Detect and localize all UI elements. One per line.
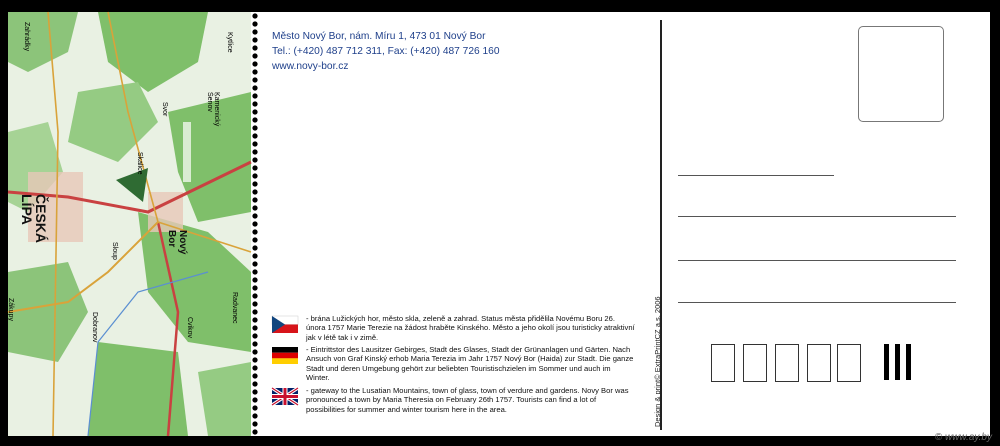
postcode-bar <box>895 344 900 380</box>
description-text: - Eintrittstor des Lausitzer Gebirges, Stadt des Glases, Stadt der Grünanlagen und Gärten. Nach Ansuch von Graf Kinský erhob Maria Terezia im Jahr 1757 Nový Bor (Haida) zur Stadt. Die ganze Stadt und deren Umgebung gehört zur beliebten Touristischzielen im Sommer und auch im Winter. <box>306 345 634 383</box>
postcard <box>8 12 990 436</box>
map-label-marker-city: Nový Bor <box>166 230 188 255</box>
map-image <box>8 12 251 436</box>
sender-address <box>272 29 500 74</box>
map-place-label: Svor <box>161 102 168 117</box>
stamp-box <box>858 26 944 122</box>
watermark: © www.ay.by <box>934 432 992 443</box>
german-flag-icon <box>272 347 298 364</box>
perforation-edge <box>251 12 259 436</box>
map-place-label: Skalice <box>136 152 143 175</box>
postcode-bar <box>906 344 911 380</box>
postcode-box <box>807 344 831 382</box>
postcode-box <box>743 344 767 382</box>
map-place-label: Sloup <box>111 242 118 260</box>
description-english <box>272 386 632 422</box>
address-line-rule <box>678 175 834 176</box>
uk-flag-icon <box>272 388 298 405</box>
description-text: - brána Lužických hor, město skla, zeleně a zahrad. Status města přidělila Novému Boru 26. února 1757 Marie Terezie na žádost hraběte Kinského. Město a jeho okolí jsou turisticky atraktivní jak v létě tak i v zimě. <box>306 314 635 342</box>
address-line-rule <box>678 260 956 261</box>
map-place-label: Dobranov <box>91 312 98 343</box>
print-credit: Design & print© ExtraPrintCZ a.s. 2006 <box>653 296 662 427</box>
postcode-box <box>711 344 735 382</box>
address-line-rule <box>678 216 956 217</box>
map-place-label: Kamenický Šenov <box>206 92 220 127</box>
address-line-rule <box>678 302 956 303</box>
address-website: www.novy-bor.cz <box>272 61 349 72</box>
address-phone: Tel.: (+420) 487 712 311, Fax: (+420) 487 726 160 <box>272 46 500 57</box>
map-place-label: Cvikov <box>186 317 193 339</box>
postcode-box <box>837 344 861 382</box>
map-place-label: Kytlice <box>226 32 233 53</box>
description-german <box>272 345 632 391</box>
map-label-city-main: ČESKÁ LÍPA <box>19 194 49 244</box>
map-place-label: Zahrádky <box>23 22 30 52</box>
czech-flag-icon <box>272 316 298 333</box>
map-place-label: Radvanec <box>231 292 238 324</box>
postcode-bar <box>884 344 889 380</box>
postcode-box <box>775 344 799 382</box>
address-line: Město Nový Bor, nám. Míru 1, 473 01 Nový Bor <box>272 31 486 42</box>
description-text: - gateway to the Lusatian Mountains, town of glass, town of verdure and gardens. Novy Bor was pronounced a town by Maria Theresia on February 26th 1757. Tourists can find a lot of possibilities for summer and winter tourism here in the area. <box>306 386 629 414</box>
map-place-label: Zákupy <box>7 298 14 321</box>
